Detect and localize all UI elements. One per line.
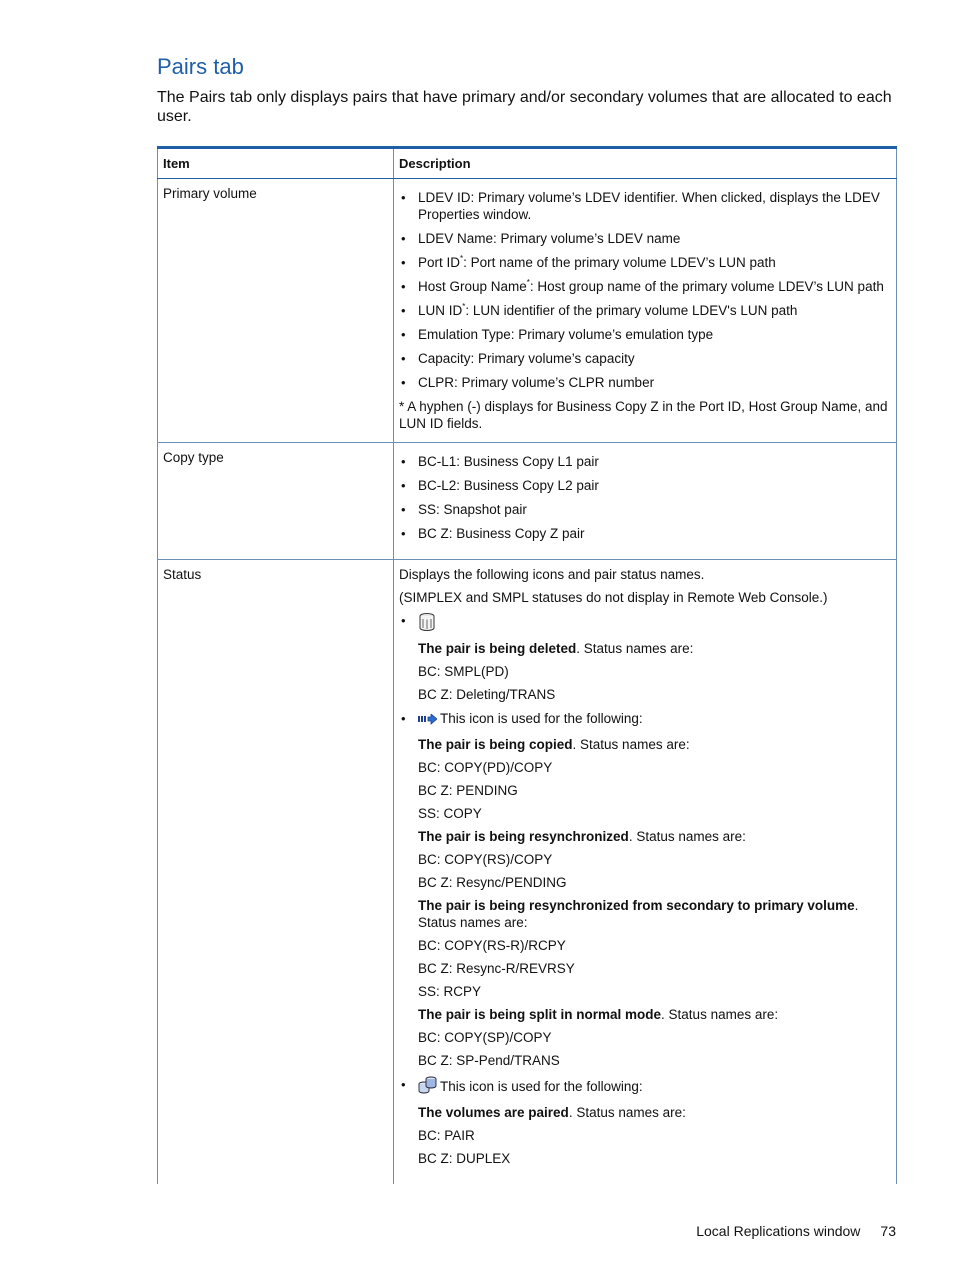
table-header-row xyxy=(158,148,897,179)
status-name: BC Z: Resync-R/REVRSY xyxy=(418,961,575,976)
status-group-title: The pair is being deleted xyxy=(418,641,577,656)
list-item xyxy=(399,710,891,1069)
term: Host Group Name xyxy=(418,279,527,294)
term: LUN ID xyxy=(418,303,463,318)
status-group-suffix: . Status names are: xyxy=(572,737,690,752)
deleting-icon xyxy=(418,612,436,636)
status-group xyxy=(418,1006,891,1023)
status-group xyxy=(418,640,891,657)
status-name: BC: COPY(RS)/COPY xyxy=(418,852,553,867)
status-name: BC: PAIR xyxy=(418,1128,475,1143)
description-cell xyxy=(394,443,897,560)
list-item xyxy=(399,1076,891,1167)
status-name: BC Z: SP-Pend/TRANS xyxy=(418,1053,560,1068)
status-group-title: The volumes are paired xyxy=(418,1105,569,1120)
list-item: • LDEV ID: Primary volume’s LDEV identifier. When clicked, displays the LDEV Properties window. xyxy=(399,189,891,223)
status-icon-list xyxy=(399,612,891,1167)
status-name: BC Z: Resync/PENDING xyxy=(418,875,567,890)
status-group-suffix: . Status names are: xyxy=(576,641,694,656)
definition: : Port name of the primary volume LDEV’s LUN path xyxy=(463,255,776,270)
status-name: SS: RCPY xyxy=(418,984,482,999)
status-group-title: The pair is being resynchronized xyxy=(418,829,629,844)
status-note: (SIMPLEX and SMPL statuses do not display in Remote Web Console.) xyxy=(399,590,828,605)
footnote-mark: * xyxy=(460,254,464,263)
status-group-suffix: . Status names are: xyxy=(418,898,859,930)
footer-section-title: Local Replications window xyxy=(696,1223,861,1239)
copying-icon xyxy=(418,713,437,730)
list-item: • CLPR: Primary volume’s CLPR number xyxy=(399,374,891,391)
item-cell: Status xyxy=(158,560,394,1185)
icon-label-line xyxy=(418,1076,891,1098)
list-item: • SS: Snapshot pair xyxy=(399,501,891,518)
status-group-suffix: . Status names are: xyxy=(568,1105,686,1120)
footnote: * A hyphen (-) displays for Business Copy Z in the Port ID, Host Group Name, and LUN ID fields. xyxy=(399,399,888,431)
status-group xyxy=(418,897,891,931)
status-name: BC Z: PENDING xyxy=(418,783,518,798)
status-group-suffix: . Status names are: xyxy=(628,829,746,844)
status-name: BC: SMPL(PD) xyxy=(418,664,509,679)
status-group xyxy=(418,736,891,753)
primary-volume-list xyxy=(399,189,891,391)
term: Port ID xyxy=(418,255,461,270)
status-group-title: The pair is being resynchronized from secondary to primary volume xyxy=(418,898,855,913)
definition: : Host group name of the primary volume LDEV’s LUN path xyxy=(529,279,884,294)
page-footer xyxy=(696,1222,896,1240)
intro-paragraph: The Pairs tab only displays pairs that have primary and/or secondary volumes that are allocated to each user. xyxy=(157,89,892,125)
list-item xyxy=(399,254,891,271)
table-row-primary-volume xyxy=(158,179,897,443)
list-item xyxy=(399,302,891,319)
status-name: BC Z: Deleting/TRANS xyxy=(418,687,556,702)
pairs-tab-table xyxy=(157,146,897,1184)
item-cell: Copy type xyxy=(158,443,394,560)
copy-type-list xyxy=(399,453,891,542)
status-group-title: The pair is being copied xyxy=(418,737,573,752)
list-item: • LDEV Name: Primary volume’s LDEV name xyxy=(399,230,891,247)
status-intro: Displays the following icons and pair status names. xyxy=(399,567,705,582)
status-name: BC: COPY(RS-R)/RCPY xyxy=(418,938,566,953)
page-title: Pairs tab xyxy=(157,54,244,79)
item-cell: Primary volume xyxy=(158,179,394,443)
description-cell xyxy=(394,560,897,1185)
status-group-title: The pair is being split in normal mode xyxy=(418,1007,662,1022)
list-item: • BC-L1: Business Copy L1 pair xyxy=(399,453,891,470)
footnote-mark: * xyxy=(462,302,466,311)
status-name: SS: COPY xyxy=(418,806,482,821)
footnote-mark: * xyxy=(526,278,530,287)
icon-label: This icon is used for the following: xyxy=(440,1079,643,1094)
page-number: 73 xyxy=(880,1223,896,1239)
table-row-copy-type xyxy=(158,443,897,560)
icon-label-line xyxy=(418,710,891,730)
header-item: Item xyxy=(158,148,394,179)
table-row-status xyxy=(158,560,897,1185)
icon-label: This icon is used for the following: xyxy=(440,711,643,726)
header-description: Description xyxy=(394,148,897,179)
status-name: BC: COPY(PD)/COPY xyxy=(418,760,553,775)
status-group xyxy=(418,828,891,845)
list-item: • Capacity: Primary volume’s capacity xyxy=(399,350,891,367)
status-group xyxy=(418,1104,891,1121)
status-name: BC Z: DUPLEX xyxy=(418,1151,511,1166)
list-item xyxy=(399,278,891,295)
status-name: BC: COPY(SP)/COPY xyxy=(418,1030,552,1045)
list-item xyxy=(399,612,891,703)
description-cell xyxy=(394,179,897,443)
paired-icon xyxy=(418,1076,437,1098)
list-item: • BC Z: Business Copy Z pair xyxy=(399,525,891,542)
list-item: • Emulation Type: Primary volume’s emulation type xyxy=(399,326,891,343)
status-group-suffix: . Status names are: xyxy=(661,1007,779,1022)
list-item: • BC-L2: Business Copy L2 pair xyxy=(399,477,891,494)
definition: : LUN identifier of the primary volume LDEV's LUN path xyxy=(465,303,798,318)
